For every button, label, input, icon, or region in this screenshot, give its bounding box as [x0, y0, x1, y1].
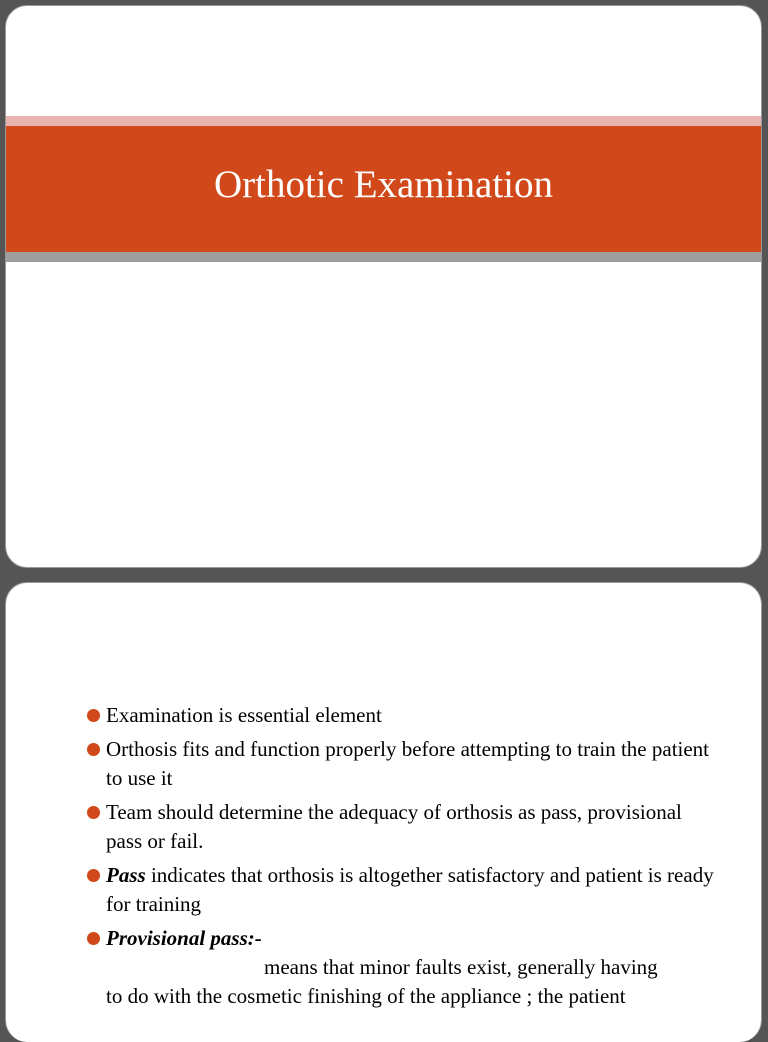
- bullet-dot-icon: [87, 806, 100, 819]
- bullet-text: Team should determine the adequacy of orthosis as pass, provisional pass or fail.: [106, 800, 682, 853]
- bullet-lead-term: Provisional pass: [106, 926, 248, 950]
- bullet-dot-icon: [87, 743, 100, 756]
- bullet-item: [86, 861, 721, 919]
- bullet-item: [86, 735, 721, 793]
- bullet-item: [86, 798, 721, 856]
- bullet-text: Orthosis fits and function properly before attempting to train the patient to use it: [106, 737, 710, 790]
- content-slide: [5, 582, 762, 1042]
- bullet-lead-suffix: :-: [247, 926, 262, 950]
- bullet-lead-term: Pass: [106, 863, 146, 887]
- bullet-dot-icon: [87, 869, 100, 882]
- bullet-text: indicates that orthosis is altogether satisfactory and patient is ready for training: [106, 863, 714, 916]
- bullet-continuation: means that minor faults exist, generally having: [264, 955, 658, 979]
- bullet-continuation: to do with the cosmetic finishing of the appliance ; the patient: [106, 984, 626, 1008]
- title-slide: [5, 5, 762, 568]
- bullet-item: [86, 701, 721, 730]
- title-band: [6, 126, 761, 252]
- bullet-text: Examination is essential element: [106, 703, 382, 727]
- bullet-list: [86, 701, 721, 1016]
- bullet-dot-icon: [87, 932, 100, 945]
- bullet-dot-icon: [87, 709, 100, 722]
- bullet-item: [86, 924, 721, 1011]
- title-band-highlight: [6, 116, 761, 126]
- slide-title: Orthotic Examination: [213, 162, 553, 206]
- title-band-shadow: [6, 252, 761, 262]
